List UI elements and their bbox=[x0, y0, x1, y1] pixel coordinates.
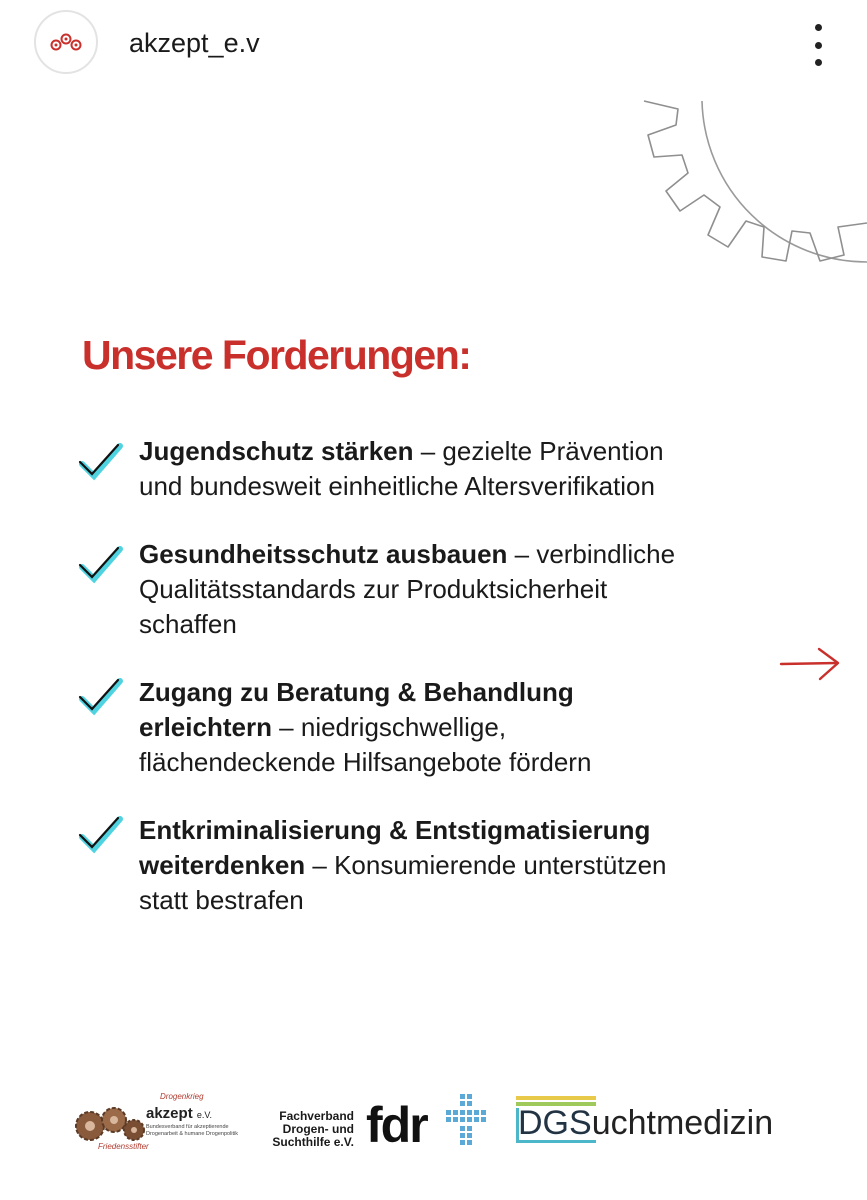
item-desc: – Konsumierende unterstützen bbox=[305, 850, 667, 880]
akzept-name: akzept e.V. bbox=[146, 1105, 213, 1122]
akzept-subtitle: Bundesverband für akzeptierende Drogenarbeit & humane Drogenpolitik bbox=[146, 1124, 239, 1137]
item-desc: und bundesweit einheitliche Altersverifikation bbox=[139, 471, 655, 501]
check-icon bbox=[78, 677, 124, 717]
akzept-logo bbox=[74, 1092, 244, 1154]
profile-avatar[interactable] bbox=[34, 10, 98, 74]
item-title: Entkriminalisierung & Entstigmatisierung bbox=[139, 815, 651, 845]
gears-logo-icon bbox=[49, 32, 83, 52]
dgs-logo bbox=[516, 1096, 806, 1156]
item-desc: – gezielte Prävention bbox=[413, 436, 664, 466]
arrow-right-icon[interactable] bbox=[779, 646, 841, 682]
partner-logos bbox=[0, 1080, 867, 1170]
fachverband-logo: Fachverband Drogen- und Suchthilfe e.V. bbox=[272, 1109, 354, 1149]
akzept-arc-top: Drogenkrieg bbox=[160, 1092, 204, 1101]
fdr-cross-icon bbox=[442, 1092, 494, 1150]
item-title: Zugang zu Beratung & Behandlung bbox=[139, 677, 574, 707]
gear-outline-icon bbox=[630, 95, 867, 335]
item-desc: Qualitätsstandards zur Produktsicherheit bbox=[139, 574, 608, 604]
gears-icon bbox=[74, 1100, 146, 1146]
dgs-logo-text: DGSuchtmedizin bbox=[518, 1104, 774, 1142]
more-vertical-icon[interactable] bbox=[803, 24, 833, 66]
item-desc: statt bestrafen bbox=[139, 885, 304, 915]
username[interactable]: akzept_e.v bbox=[129, 28, 260, 58]
check-icon bbox=[78, 442, 124, 482]
item-desc: schaffen bbox=[139, 609, 237, 639]
item-title: Jugendschutz stärken bbox=[139, 436, 414, 466]
check-icon bbox=[78, 815, 124, 855]
check-icon bbox=[78, 545, 124, 585]
headline: Unsere Forderungen: bbox=[82, 332, 471, 378]
item-title: weiterdenken bbox=[139, 850, 306, 880]
item-desc: – verbindliche bbox=[507, 539, 676, 569]
akzept-arc-bottom: Friedensstifter bbox=[98, 1142, 149, 1151]
fdr-logo-text: fdr bbox=[366, 1097, 427, 1153]
item-desc: flächendeckende Hilfsangebote fördern bbox=[139, 747, 592, 777]
item-title: erleichtern bbox=[139, 712, 272, 742]
item-title: Gesundheitsschutz ausbauen bbox=[139, 539, 508, 569]
post-header bbox=[0, 0, 867, 92]
item-desc: – niedrigschwellige, bbox=[271, 712, 507, 742]
